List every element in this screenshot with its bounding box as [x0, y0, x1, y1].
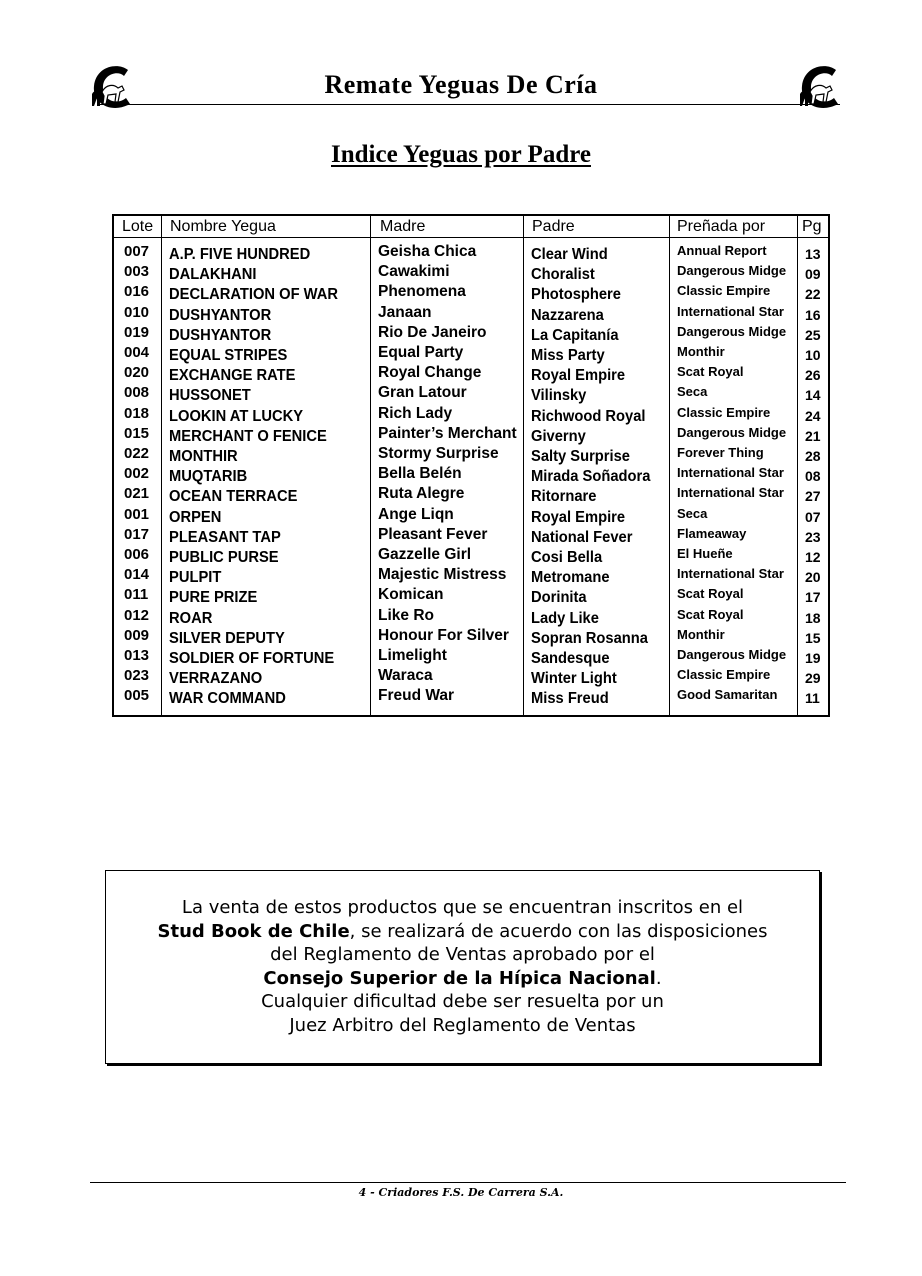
cell-pg: 12 — [805, 549, 821, 565]
notice-line: Cualquier dificultad debe ser resuelta por un — [261, 991, 664, 1012]
cell-prenada-por: Dangerous Midge — [677, 424, 787, 440]
cell-lote: 012 — [124, 606, 150, 624]
column-header-padre: Padre — [532, 218, 575, 235]
table-row — [114, 667, 828, 687]
cell-prenada-por: Classic Empire — [677, 667, 771, 683]
notice-line — [106, 967, 819, 991]
cell-madre: Freud War — [378, 687, 455, 705]
notice-text: . — [655, 967, 662, 989]
cell-nombre-yegua: PULPIT — [169, 569, 222, 587]
cell-nombre-yegua: VERRAZANO — [169, 670, 263, 688]
cell-nombre-yegua: MERCHANT O FENICE — [169, 427, 327, 445]
cell-prenada-por: Classic Empire — [677, 283, 771, 299]
cell-lote: 005 — [124, 687, 150, 705]
cell-madre: Cawakimi — [378, 263, 450, 281]
cell-pg: 10 — [805, 347, 821, 363]
cell-padre: La Capitanía — [531, 326, 619, 344]
header-row-divider — [114, 237, 828, 238]
cell-padre: Winter Light — [531, 670, 617, 688]
cell-padre: Clear Wind — [531, 246, 608, 263]
sale-notice-box — [105, 870, 820, 1064]
cell-padre: Nazzarena — [531, 306, 604, 324]
table-row — [114, 607, 828, 627]
cell-nombre-yegua: MUQTARIB — [169, 468, 248, 486]
cell-prenada-por: Scat Royal — [677, 606, 744, 622]
cell-nombre-yegua: A.P. FIVE HUNDRED — [169, 246, 311, 263]
cell-madre: Komican — [378, 586, 444, 604]
cell-prenada-por: Scat Royal — [677, 586, 744, 602]
table-row — [114, 425, 828, 445]
cell-padre: Dorinita — [531, 589, 587, 607]
cell-prenada-por: Scat Royal — [677, 364, 744, 380]
cell-nombre-yegua: SILVER DEPUTY — [169, 629, 285, 647]
cell-padre: Ritornare — [531, 488, 597, 506]
cell-madre: Waraca — [378, 667, 433, 685]
table-row — [114, 263, 828, 283]
cell-lote: 018 — [124, 404, 150, 422]
cell-pg: 15 — [805, 629, 821, 646]
cell-nombre-yegua: MONTHIR — [169, 448, 238, 465]
cell-prenada-por: Seca — [677, 505, 708, 521]
table-row — [114, 485, 828, 505]
cell-prenada-por: International Star — [677, 303, 784, 319]
cell-pg: 20 — [805, 569, 821, 586]
cell-pg: 27 — [805, 488, 821, 505]
cell-madre: Honour For Silver — [378, 626, 509, 644]
cell-nombre-yegua: ROAR — [169, 609, 213, 627]
cell-nombre-yegua: DALAKHANI — [169, 266, 257, 284]
header-divider — [100, 104, 840, 105]
table-row — [114, 243, 828, 263]
cell-pg: 17 — [805, 589, 821, 606]
cell-padre: Choralist — [531, 266, 595, 284]
cell-madre: Gazzelle Girl — [378, 546, 472, 563]
notice-text: , se realizará de acuerdo con las disposiciones — [349, 920, 768, 942]
cell-pg: 28 — [805, 448, 821, 464]
cell-padre: Sopran Rosanna — [531, 629, 648, 647]
cell-madre: Majestic Mistress — [378, 566, 507, 584]
table-row — [114, 687, 828, 707]
cell-prenada-por: International Star — [677, 566, 784, 582]
notice-line: del Reglamento de Ventas aprobado por el — [270, 944, 655, 965]
cell-nombre-yegua: DECLARATION OF WAR — [169, 286, 338, 304]
cell-padre: Richwood Royal — [531, 407, 646, 425]
cell-pg: 16 — [805, 306, 821, 323]
page-header-title: Remate Yeguas De Cría — [324, 70, 598, 99]
table-row — [114, 344, 828, 364]
cell-nombre-yegua: PUBLIC PURSE — [169, 549, 279, 566]
cell-prenada-por: Monthir — [677, 344, 725, 359]
cell-nombre-yegua: PLEASANT TAP — [169, 528, 281, 546]
cell-padre: Metromane — [531, 569, 610, 587]
cell-lote: 017 — [124, 525, 150, 543]
index-title: Indice Yeguas por Padre — [331, 141, 591, 168]
cell-lote: 003 — [124, 263, 150, 281]
table-row — [114, 304, 828, 324]
cell-nombre-yegua: LOOKIN AT LUCKY — [169, 407, 304, 425]
table-row — [114, 566, 828, 586]
cell-madre: Equal Party — [378, 344, 464, 361]
cell-padre: Miss Freud — [531, 690, 609, 708]
cell-madre: Rich Lady — [378, 404, 453, 422]
cell-padre: Royal Empire — [531, 508, 626, 526]
sale-notice-text — [106, 896, 819, 1037]
cell-lote: 009 — [124, 626, 150, 644]
table-row — [114, 405, 828, 425]
table-row — [114, 647, 828, 667]
column-header-prenada-por: Preñada por — [677, 218, 766, 235]
cell-prenada-por: Classic Empire — [677, 404, 771, 420]
cell-nombre-yegua: DUSHYANTOR — [169, 306, 272, 324]
cell-madre: Royal Change — [378, 364, 482, 382]
table-row — [114, 324, 828, 344]
cell-lote: 015 — [124, 424, 150, 442]
column-header-pg: Pg — [802, 218, 822, 235]
cell-pg: 24 — [805, 407, 821, 424]
cell-pg: 08 — [805, 468, 821, 485]
cell-prenada-por: Flameaway — [677, 525, 747, 541]
cell-madre: Stormy Surprise — [378, 445, 499, 462]
cell-prenada-por: International Star — [677, 485, 784, 501]
column-header-lote: Lote — [122, 218, 154, 235]
table-row — [114, 364, 828, 384]
cell-lote: 006 — [124, 546, 150, 563]
table-row — [114, 627, 828, 647]
table-row — [114, 526, 828, 546]
cell-nombre-yegua: PURE PRIZE — [169, 589, 258, 607]
cell-lote: 010 — [124, 303, 150, 321]
notice-bold-text: Stud Book de Chile — [157, 920, 350, 942]
cell-lote: 021 — [124, 485, 150, 503]
cell-nombre-yegua: DUSHYANTOR — [169, 326, 272, 344]
cell-prenada-por: Seca — [677, 384, 708, 400]
footer-divider — [90, 1182, 846, 1183]
cell-lote: 002 — [124, 465, 150, 483]
page-footer: 4 - Criadores F.S. De Carrera S.A. — [358, 1186, 564, 1199]
mares-index-table — [112, 214, 830, 717]
cell-prenada-por: Good Samaritan — [677, 687, 778, 703]
cell-lote: 007 — [124, 243, 150, 260]
cell-lote: 001 — [124, 505, 150, 523]
column-header-madre: Madre — [380, 218, 426, 235]
cell-prenada-por: Annual Report — [677, 243, 767, 258]
cell-padre: Miss Party — [531, 347, 605, 364]
cell-madre: Painter’s Merchant — [378, 424, 517, 442]
cell-nombre-yegua: OCEAN TERRACE — [169, 488, 298, 506]
cell-prenada-por: Monthir — [677, 626, 725, 642]
cell-pg: 18 — [805, 609, 821, 626]
cell-pg: 25 — [805, 326, 821, 343]
cell-madre: Janaan — [378, 303, 432, 321]
cell-nombre-yegua: EXCHANGE RATE — [169, 367, 296, 385]
cell-madre: Like Ro — [378, 606, 434, 624]
cell-lote: 008 — [124, 384, 150, 402]
table-row — [114, 506, 828, 526]
cell-madre: Gran Latour — [378, 384, 467, 402]
cell-padre: Sandesque — [531, 650, 610, 667]
table-row — [114, 384, 828, 404]
cell-prenada-por: Dangerous Midge — [677, 323, 787, 339]
table-row — [114, 586, 828, 606]
table-row — [114, 465, 828, 485]
cell-pg: 22 — [805, 286, 821, 303]
cell-padre: Royal Empire — [531, 367, 626, 385]
cell-madre: Ruta Alegre — [378, 485, 465, 503]
cell-padre: Giverny — [531, 427, 586, 445]
cell-lote: 013 — [124, 647, 150, 664]
cell-nombre-yegua: SOLDIER OF FORTUNE — [169, 650, 335, 667]
cell-padre: Photosphere — [531, 286, 621, 304]
cell-madre: Ange Liqn — [378, 505, 454, 523]
cell-pg: 14 — [805, 387, 821, 404]
cell-padre: Salty Surprise — [531, 448, 631, 465]
cell-prenada-por: El Hueñe — [677, 546, 733, 561]
cell-prenada-por: International Star — [677, 465, 784, 481]
cell-lote: 011 — [124, 586, 149, 604]
cell-nombre-yegua: EQUAL STRIPES — [169, 347, 288, 364]
cell-lote: 023 — [124, 667, 150, 685]
table-row — [114, 445, 828, 465]
notice-line: Juez Arbitro del Reglamento de Ventas — [289, 1014, 636, 1036]
cell-prenada-por: Forever Thing — [677, 445, 764, 460]
cell-pg: 07 — [805, 508, 821, 525]
cell-madre: Rio De Janeiro — [378, 323, 487, 341]
cell-lote: 020 — [124, 364, 150, 382]
column-header-nombre-yegua: Nombre Yegua — [170, 218, 276, 235]
cell-madre: Pleasant Fever — [378, 525, 488, 543]
cell-padre: Mirada Soñadora — [531, 468, 651, 486]
cell-lote: 004 — [124, 344, 150, 361]
cell-nombre-yegua: WAR COMMAND — [169, 690, 286, 708]
cell-madre: Phenomena — [378, 283, 466, 301]
cell-nombre-yegua: ORPEN — [169, 508, 222, 526]
cell-nombre-yegua: HUSSONET — [169, 387, 251, 405]
cell-madre: Bella Belén — [378, 465, 462, 483]
cell-pg: 13 — [805, 246, 821, 262]
cell-pg: 23 — [805, 528, 821, 545]
cell-pg: 21 — [805, 427, 821, 444]
notice-line: La venta de estos productos que se encuentran inscritos en el — [181, 897, 744, 918]
table-row — [114, 283, 828, 303]
cell-lote: 014 — [124, 566, 150, 584]
cell-pg: 11 — [805, 690, 820, 707]
notice-bold-text: Consejo Superior de la Hípica Nacional — [263, 967, 656, 989]
cell-pg: 29 — [805, 670, 821, 687]
cell-madre: Limelight — [378, 647, 447, 664]
table-row — [114, 546, 828, 566]
cell-lote: 019 — [124, 323, 150, 341]
cell-prenada-por: Dangerous Midge — [677, 647, 787, 662]
cell-pg: 26 — [805, 367, 821, 384]
cell-lote: 022 — [124, 445, 150, 462]
notice-line — [106, 920, 819, 944]
cell-padre: Cosi Bella — [531, 549, 603, 566]
cell-prenada-por: Dangerous Midge — [677, 263, 787, 279]
cell-pg: 19 — [805, 650, 821, 666]
cell-padre: National Fever — [531, 528, 633, 546]
cell-padre: Vilinsky — [531, 387, 587, 405]
cell-padre: Lady Like — [531, 609, 599, 627]
cell-pg: 09 — [805, 266, 821, 283]
cell-madre: Geisha Chica — [378, 243, 477, 260]
cell-lote: 016 — [124, 283, 150, 301]
